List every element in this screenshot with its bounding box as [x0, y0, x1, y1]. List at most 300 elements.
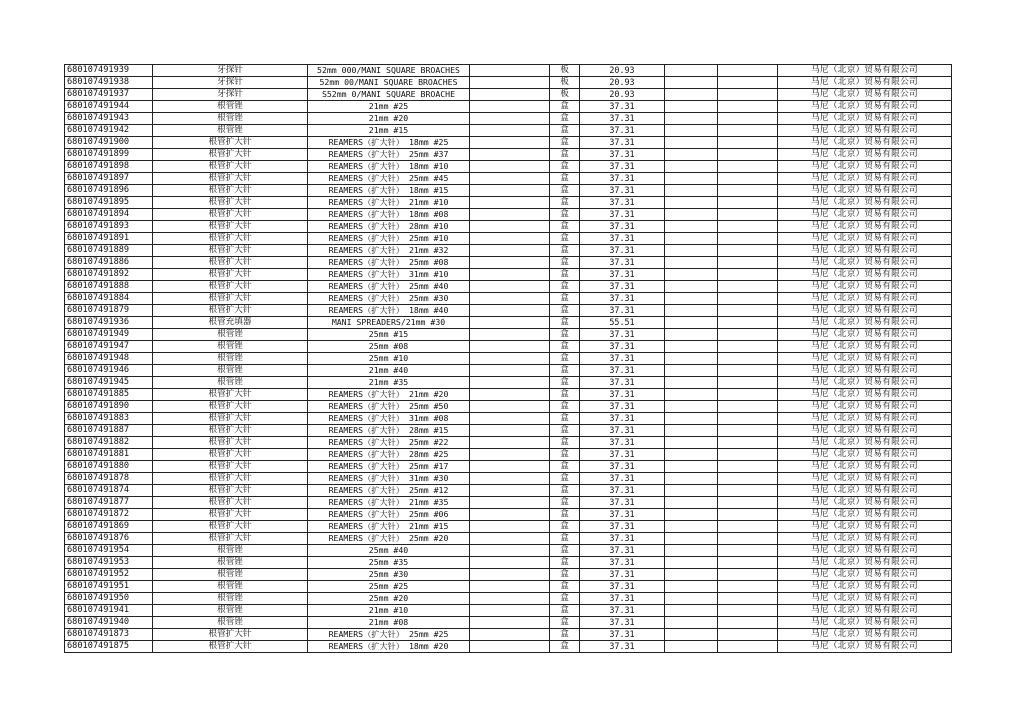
blank-cell	[665, 137, 718, 149]
product-code-cell: 680107491893	[65, 221, 153, 233]
product-code-cell: 680107491947	[65, 341, 153, 353]
price-cell: 37.31	[580, 389, 665, 401]
price-cell: 37.31	[580, 569, 665, 581]
blank-cell	[718, 269, 778, 281]
price-cell: 37.31	[580, 629, 665, 641]
unit-cell: 盒	[550, 341, 580, 353]
price-cell: 37.31	[580, 137, 665, 149]
spec-cell: 21mm #20	[308, 113, 470, 125]
blank-cell	[470, 569, 550, 581]
blank-cell	[665, 425, 718, 437]
blank-cell	[718, 545, 778, 557]
blank-cell	[718, 425, 778, 437]
spec-cell: 25mm #25	[308, 581, 470, 593]
unit-cell: 盒	[550, 137, 580, 149]
table-row	[65, 641, 952, 653]
table-row	[65, 605, 952, 617]
product-code-cell: 680107491877	[65, 497, 153, 509]
supplier-cell: 马尼（北京）贸易有限公司	[778, 377, 952, 389]
blank-cell	[470, 269, 550, 281]
product-code-cell: 680107491954	[65, 545, 153, 557]
product-code-cell: 680107491878	[65, 473, 153, 485]
price-cell: 37.31	[580, 293, 665, 305]
price-cell: 37.31	[580, 593, 665, 605]
product-name-cell: 根管扩大针	[153, 437, 308, 449]
spec-cell: REAMERS（扩大针） 25mm #17	[308, 461, 470, 473]
blank-cell	[718, 605, 778, 617]
product-name-cell: 根管扩大针	[153, 533, 308, 545]
blank-cell	[665, 221, 718, 233]
supplier-cell: 马尼（北京）贸易有限公司	[778, 557, 952, 569]
blank-cell	[718, 233, 778, 245]
table-row	[65, 617, 952, 629]
blank-cell	[718, 461, 778, 473]
price-cell: 37.31	[580, 353, 665, 365]
blank-cell	[718, 509, 778, 521]
spec-cell: 25mm #30	[308, 569, 470, 581]
blank-cell	[718, 125, 778, 137]
blank-cell	[665, 281, 718, 293]
blank-cell	[470, 617, 550, 629]
price-cell: 37.31	[580, 617, 665, 629]
blank-cell	[665, 365, 718, 377]
spec-cell: 25mm #20	[308, 593, 470, 605]
blank-cell	[470, 329, 550, 341]
unit-cell: 盒	[550, 473, 580, 485]
blank-cell	[718, 161, 778, 173]
product-code-cell: 680107491883	[65, 413, 153, 425]
blank-cell	[470, 581, 550, 593]
blank-cell	[665, 101, 718, 113]
unit-cell: 盒	[550, 245, 580, 257]
blank-cell	[718, 485, 778, 497]
price-cell: 37.31	[580, 233, 665, 245]
supplier-cell: 马尼（北京）贸易有限公司	[778, 629, 952, 641]
blank-cell	[718, 473, 778, 485]
blank-cell	[470, 401, 550, 413]
table-row	[65, 197, 952, 209]
blank-cell	[718, 401, 778, 413]
blank-cell	[470, 257, 550, 269]
blank-cell	[470, 233, 550, 245]
product-name-cell: 根管扩大针	[153, 221, 308, 233]
price-cell: 37.31	[580, 377, 665, 389]
product-name-cell: 根管锉	[153, 329, 308, 341]
product-name-cell: 根管扩大针	[153, 149, 308, 161]
table-row	[65, 245, 952, 257]
unit-cell: 盒	[550, 113, 580, 125]
table-row	[65, 485, 952, 497]
product-name-cell: 根管锉	[153, 377, 308, 389]
blank-cell	[470, 137, 550, 149]
spec-cell: 25mm #08	[308, 341, 470, 353]
product-name-cell: 根管扩大针	[153, 425, 308, 437]
blank-cell	[718, 533, 778, 545]
blank-cell	[470, 65, 550, 77]
spec-cell: 25mm #10	[308, 353, 470, 365]
table-row	[65, 533, 952, 545]
price-cell: 37.31	[580, 125, 665, 137]
blank-cell	[718, 149, 778, 161]
supplier-cell: 马尼（北京）贸易有限公司	[778, 269, 952, 281]
unit-cell: 盒	[550, 509, 580, 521]
spec-cell: REAMERS（扩大针） 25mm #37	[308, 149, 470, 161]
product-code-cell: 680107491937	[65, 89, 153, 101]
product-name-cell: 根管扩大针	[153, 269, 308, 281]
product-name-cell: 根管扩大针	[153, 185, 308, 197]
table-row	[65, 137, 952, 149]
product-name-cell: 根管锉	[153, 545, 308, 557]
price-cell: 37.31	[580, 557, 665, 569]
blank-cell	[665, 617, 718, 629]
blank-cell	[470, 365, 550, 377]
product-name-cell: 根管扩大针	[153, 197, 308, 209]
product-name-cell: 根管锉	[153, 557, 308, 569]
table-row	[65, 461, 952, 473]
product-name-cell: 根管扩大针	[153, 305, 308, 317]
blank-cell	[470, 281, 550, 293]
supplier-cell: 马尼（北京）贸易有限公司	[778, 233, 952, 245]
unit-cell: 盒	[550, 413, 580, 425]
product-code-cell: 680107491876	[65, 533, 153, 545]
product-name-cell: 根管锉	[153, 101, 308, 113]
blank-cell	[470, 473, 550, 485]
blank-cell	[665, 269, 718, 281]
table-row	[65, 353, 952, 365]
supplier-cell: 马尼（北京）贸易有限公司	[778, 509, 952, 521]
blank-cell	[718, 641, 778, 653]
unit-cell: 板	[550, 89, 580, 101]
product-name-cell: 根管扩大针	[153, 641, 308, 653]
unit-cell: 盒	[550, 233, 580, 245]
product-name-cell: 根管扩大针	[153, 161, 308, 173]
product-name-cell: 根管扩大针	[153, 521, 308, 533]
product-name-cell: 根管锉	[153, 617, 308, 629]
price-cell: 37.31	[580, 305, 665, 317]
product-name-cell: 根管扩大针	[153, 629, 308, 641]
product-name-cell: 根管扩大针	[153, 497, 308, 509]
product-name-cell: 根管扩大针	[153, 389, 308, 401]
price-cell: 37.31	[580, 413, 665, 425]
blank-cell	[470, 425, 550, 437]
blank-cell	[470, 185, 550, 197]
supplier-cell: 马尼（北京）贸易有限公司	[778, 137, 952, 149]
spec-cell: REAMERS（扩大针） 25mm #22	[308, 437, 470, 449]
unit-cell: 盒	[550, 605, 580, 617]
blank-cell	[718, 593, 778, 605]
price-cell: 37.31	[580, 365, 665, 377]
product-name-cell: 根管锉	[153, 113, 308, 125]
product-code-cell: 680107491881	[65, 449, 153, 461]
price-cell: 37.31	[580, 473, 665, 485]
blank-cell	[665, 473, 718, 485]
spec-cell: REAMERS（扩大针） 21mm #15	[308, 521, 470, 533]
table-row	[65, 497, 952, 509]
supplier-cell: 马尼（北京）贸易有限公司	[778, 161, 952, 173]
blank-cell	[470, 413, 550, 425]
supplier-cell: 马尼（北京）贸易有限公司	[778, 581, 952, 593]
spec-cell: REAMERS（扩大针） 18mm #40	[308, 305, 470, 317]
unit-cell: 盒	[550, 533, 580, 545]
unit-cell: 盒	[550, 485, 580, 497]
spec-cell: REAMERS（扩大针） 21mm #32	[308, 245, 470, 257]
spec-cell: REAMERS（扩大针） 31mm #30	[308, 473, 470, 485]
price-list-table	[64, 64, 952, 653]
table-row	[65, 113, 952, 125]
supplier-cell: 马尼（北京）贸易有限公司	[778, 89, 952, 101]
supplier-cell: 马尼（北京）贸易有限公司	[778, 329, 952, 341]
price-cell: 37.31	[580, 221, 665, 233]
blank-cell	[470, 509, 550, 521]
blank-cell	[665, 161, 718, 173]
product-name-cell: 根管锉	[153, 353, 308, 365]
blank-cell	[665, 77, 718, 89]
product-name-cell: 根管扩大针	[153, 173, 308, 185]
blank-cell	[665, 149, 718, 161]
product-name-cell: 根管扩大针	[153, 245, 308, 257]
unit-cell: 盒	[550, 161, 580, 173]
spec-cell: 25mm #40	[308, 545, 470, 557]
price-cell: 37.31	[580, 329, 665, 341]
product-name-cell: 根管扩大针	[153, 413, 308, 425]
blank-cell	[718, 101, 778, 113]
supplier-cell: 马尼（北京）贸易有限公司	[778, 125, 952, 137]
blank-cell	[718, 305, 778, 317]
product-name-cell: 根管扩大针	[153, 401, 308, 413]
table-row	[65, 185, 952, 197]
blank-cell	[470, 533, 550, 545]
product-name-cell: 根管锉	[153, 569, 308, 581]
blank-cell	[470, 89, 550, 101]
supplier-cell: 马尼（北京）贸易有限公司	[778, 293, 952, 305]
unit-cell: 板	[550, 77, 580, 89]
blank-cell	[665, 89, 718, 101]
table-row	[65, 125, 952, 137]
price-cell: 37.31	[580, 281, 665, 293]
price-cell: 37.31	[580, 209, 665, 221]
unit-cell: 盒	[550, 173, 580, 185]
supplier-cell: 马尼（北京）贸易有限公司	[778, 569, 952, 581]
table-row	[65, 293, 952, 305]
product-code-cell: 680107491896	[65, 185, 153, 197]
unit-cell: 盒	[550, 197, 580, 209]
unit-cell: 盒	[550, 629, 580, 641]
table-row	[65, 257, 952, 269]
blank-cell	[718, 317, 778, 329]
spec-cell: REAMERS（扩大针） 25mm #30	[308, 293, 470, 305]
table-row	[65, 233, 952, 245]
blank-cell	[665, 113, 718, 125]
price-cell: 20.93	[580, 89, 665, 101]
price-cell: 37.31	[580, 173, 665, 185]
spec-cell: REAMERS（扩大针） 18mm #25	[308, 137, 470, 149]
spec-cell: REAMERS（扩大针） 25mm #12	[308, 485, 470, 497]
blank-cell	[470, 497, 550, 509]
spec-cell: REAMERS（扩大针） 31mm #10	[308, 269, 470, 281]
price-cell: 37.31	[580, 269, 665, 281]
blank-cell	[665, 293, 718, 305]
supplier-cell: 马尼（北京）贸易有限公司	[778, 221, 952, 233]
table-row	[65, 305, 952, 317]
product-code-cell: 680107491939	[65, 65, 153, 77]
supplier-cell: 马尼（北京）贸易有限公司	[778, 461, 952, 473]
blank-cell	[718, 389, 778, 401]
unit-cell: 盒	[550, 557, 580, 569]
unit-cell: 盒	[550, 437, 580, 449]
price-cell: 37.31	[580, 533, 665, 545]
product-name-cell: 根管锉	[153, 593, 308, 605]
blank-cell	[718, 617, 778, 629]
blank-cell	[665, 233, 718, 245]
price-cell: 55.51	[580, 317, 665, 329]
price-cell: 37.31	[580, 485, 665, 497]
blank-cell	[665, 401, 718, 413]
product-name-cell: 根管扩大针	[153, 473, 308, 485]
spec-cell: MANI SPREADERS/21mm #30	[308, 317, 470, 329]
blank-cell	[665, 557, 718, 569]
price-cell: 37.31	[580, 641, 665, 653]
product-name-cell: 根管扩大针	[153, 509, 308, 521]
table-row	[65, 341, 952, 353]
price-cell: 37.31	[580, 605, 665, 617]
supplier-cell: 马尼（北京）贸易有限公司	[778, 317, 952, 329]
table-row	[65, 425, 952, 437]
table-row	[65, 449, 952, 461]
product-name-cell: 牙探针	[153, 65, 308, 77]
product-code-cell: 680107491874	[65, 485, 153, 497]
unit-cell: 盒	[550, 149, 580, 161]
spec-cell: REAMERS（扩大针） 25mm #10	[308, 233, 470, 245]
product-name-cell: 根管扩大针	[153, 485, 308, 497]
table-row	[65, 65, 952, 77]
supplier-cell: 马尼（北京）贸易有限公司	[778, 101, 952, 113]
table-row	[65, 557, 952, 569]
table-row	[65, 317, 952, 329]
product-code-cell: 680107491946	[65, 365, 153, 377]
blank-cell	[470, 353, 550, 365]
price-cell: 37.31	[580, 581, 665, 593]
price-cell: 37.31	[580, 185, 665, 197]
table-row	[65, 161, 952, 173]
product-code-cell: 680107491948	[65, 353, 153, 365]
price-cell: 37.31	[580, 437, 665, 449]
blank-cell	[470, 545, 550, 557]
blank-cell	[665, 521, 718, 533]
spec-cell: 25mm #35	[308, 557, 470, 569]
spec-cell: 21mm #40	[308, 365, 470, 377]
spec-cell: 21mm #25	[308, 101, 470, 113]
price-cell: 37.31	[580, 509, 665, 521]
blank-cell	[665, 569, 718, 581]
price-cell: 37.31	[580, 161, 665, 173]
blank-cell	[718, 65, 778, 77]
spec-cell: REAMERS（扩大针） 18mm #10	[308, 161, 470, 173]
product-code-cell: 680107491890	[65, 401, 153, 413]
blank-cell	[665, 533, 718, 545]
unit-cell: 盒	[550, 389, 580, 401]
unit-cell: 盒	[550, 257, 580, 269]
blank-cell	[665, 545, 718, 557]
unit-cell: 盒	[550, 101, 580, 113]
supplier-cell: 马尼（北京）贸易有限公司	[778, 485, 952, 497]
supplier-cell: 马尼（北京）贸易有限公司	[778, 365, 952, 377]
unit-cell: 盒	[550, 305, 580, 317]
product-code-cell: 680107491938	[65, 77, 153, 89]
product-name-cell: 根管扩大针	[153, 233, 308, 245]
blank-cell	[470, 317, 550, 329]
product-code-cell: 680107491951	[65, 581, 153, 593]
blank-cell	[718, 89, 778, 101]
product-code-cell: 680107491872	[65, 509, 153, 521]
price-cell: 37.31	[580, 341, 665, 353]
price-cell: 37.31	[580, 245, 665, 257]
blank-cell	[665, 389, 718, 401]
blank-cell	[718, 449, 778, 461]
blank-cell	[470, 113, 550, 125]
blank-cell	[665, 125, 718, 137]
price-cell: 37.31	[580, 101, 665, 113]
unit-cell: 盒	[550, 461, 580, 473]
product-name-cell: 根管扩大针	[153, 137, 308, 149]
blank-cell	[470, 173, 550, 185]
table-row	[65, 101, 952, 113]
supplier-cell: 马尼（北京）贸易有限公司	[778, 149, 952, 161]
supplier-cell: 马尼（北京）贸易有限公司	[778, 413, 952, 425]
product-code-cell: 680107491895	[65, 197, 153, 209]
spec-cell: 21mm #08	[308, 617, 470, 629]
supplier-cell: 马尼（北京）贸易有限公司	[778, 497, 952, 509]
unit-cell: 盒	[550, 353, 580, 365]
blank-cell	[665, 593, 718, 605]
unit-cell: 盒	[550, 293, 580, 305]
product-name-cell: 根管扩大针	[153, 293, 308, 305]
blank-cell	[470, 437, 550, 449]
blank-cell	[470, 245, 550, 257]
product-code-cell: 680107491885	[65, 389, 153, 401]
product-code-cell: 680107491900	[65, 137, 153, 149]
unit-cell: 盒	[550, 497, 580, 509]
blank-cell	[665, 257, 718, 269]
blank-cell	[665, 413, 718, 425]
unit-cell: 盒	[550, 365, 580, 377]
product-code-cell: 680107491940	[65, 617, 153, 629]
table-row	[65, 545, 952, 557]
blank-cell	[718, 557, 778, 569]
blank-cell	[665, 485, 718, 497]
supplier-cell: 马尼（北京）贸易有限公司	[778, 533, 952, 545]
blank-cell	[718, 257, 778, 269]
product-name-cell: 牙探针	[153, 89, 308, 101]
supplier-cell: 马尼（北京）贸易有限公司	[778, 305, 952, 317]
table-row	[65, 329, 952, 341]
blank-cell	[665, 605, 718, 617]
product-code-cell: 680107491875	[65, 641, 153, 653]
price-cell: 37.31	[580, 425, 665, 437]
blank-cell	[718, 365, 778, 377]
table-row	[65, 221, 952, 233]
blank-cell	[470, 77, 550, 89]
blank-cell	[470, 377, 550, 389]
supplier-cell: 马尼（北京）贸易有限公司	[778, 641, 952, 653]
spec-cell: REAMERS（扩大针） 18mm #20	[308, 641, 470, 653]
blank-cell	[665, 497, 718, 509]
spec-cell: 25mm #15	[308, 329, 470, 341]
supplier-cell: 马尼（北京）贸易有限公司	[778, 185, 952, 197]
blank-cell	[718, 173, 778, 185]
blank-cell	[718, 113, 778, 125]
spec-cell: REAMERS（扩大针） 25mm #08	[308, 257, 470, 269]
blank-cell	[470, 629, 550, 641]
